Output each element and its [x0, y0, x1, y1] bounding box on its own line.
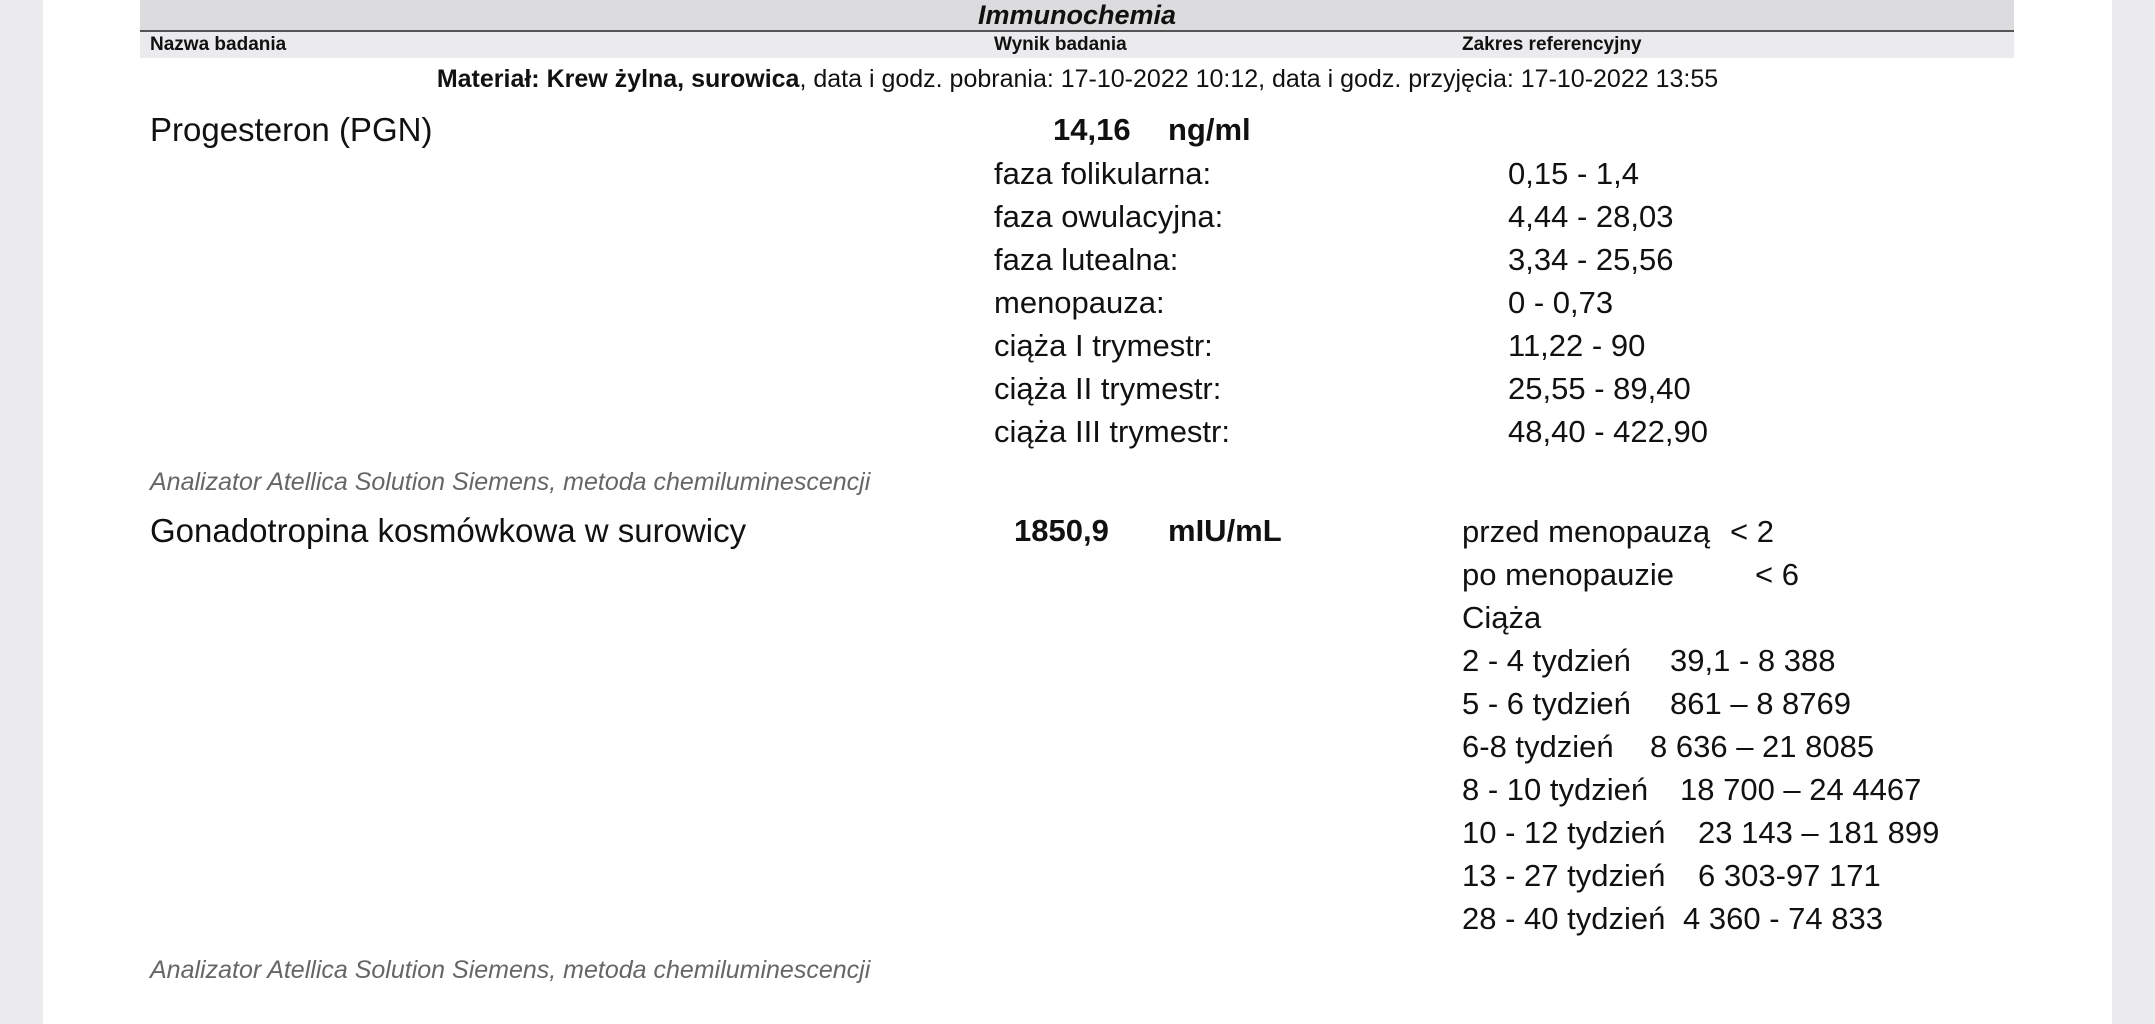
result-unit-progesteron: ng/ml [1168, 112, 1251, 147]
ref-label: przed menopauzą [1462, 514, 1711, 549]
column-header-reference: Zakres referencyjny [1462, 34, 1642, 55]
ref-label: 6-8 tydzień [1462, 729, 1614, 764]
ref-label: ciąża III trymestr: [994, 414, 1230, 449]
result-unit-hcg: mIU/mL [1168, 513, 1282, 548]
ref-label: faza owulacyjna: [994, 199, 1224, 234]
ref-value: 0 - 0,73 [1508, 285, 1614, 320]
section-title: Immunochemia [977, 0, 1177, 30]
ref-value: 11,22 - 90 [1508, 328, 1646, 363]
ref-label: ciąża II trymestr: [994, 371, 1222, 406]
ref-label: Ciąża [1462, 600, 1542, 635]
test-name-hcg: Gonadotropina kosmówkowa w surowicy [150, 512, 747, 549]
ref-label: faza lutealna: [994, 242, 1179, 277]
ref-value: 0,15 - 1,4 [1508, 156, 1639, 191]
method-note-hcg: Analizator Atellica Solution Siemens, metoda chemiluminescencji [150, 956, 871, 984]
report-sheet [43, 0, 2112, 1024]
ref-label: menopauza: [994, 285, 1165, 320]
test-name-progesteron: Progesteron (PGN) [150, 111, 433, 148]
column-header-result: Wynik badania [994, 34, 1127, 55]
ref-label: 13 - 27 tydzień [1462, 858, 1666, 893]
ref-label: ciąża I trymestr: [994, 328, 1213, 363]
ref-label: 8 - 10 tydzień [1462, 772, 1649, 807]
ref-value: 25,55 - 89,40 [1508, 371, 1691, 406]
ref-value: 3,34 - 25,56 [1508, 242, 1674, 277]
method-note-progesteron: Analizator Atellica Solution Siemens, metoda chemiluminescencji [150, 468, 871, 496]
ref-value: < 6 [1755, 557, 1799, 592]
ref-label: 10 - 12 tydzień [1462, 815, 1666, 850]
ref-value: 48,40 - 422,90 [1508, 414, 1708, 449]
material-info [43, 62, 2112, 96]
ref-value: < 2 [1730, 514, 1774, 549]
ref-value: 18 700 – 24 4467 [1680, 772, 1922, 807]
result-value-progesteron: 14,16 [1053, 112, 1131, 147]
ref-value: 6 303-97 171 [1698, 858, 1881, 893]
section-header [140, 0, 2014, 32]
ref-label: 5 - 6 tydzień [1462, 686, 1631, 721]
ref-value: 4,44 - 28,03 [1508, 199, 1674, 234]
ref-label: 28 - 40 tydzień [1462, 901, 1666, 936]
ref-label: faza folikularna: [994, 156, 1212, 191]
material-label: Materiał: Krew żylna, surowica [436, 65, 800, 93]
result-value-hcg: 1850,9 [1014, 513, 1109, 548]
ref-value: 23 143 – 181 899 [1698, 815, 1940, 850]
ref-value: 39,1 - 8 388 [1670, 643, 1836, 678]
ref-value: 8 636 – 21 8085 [1650, 729, 1875, 764]
ref-label: 2 - 4 tydzień [1462, 643, 1631, 678]
column-header-name: Nazwa badania [150, 34, 287, 55]
ref-value: 861 – 8 8769 [1670, 686, 1852, 721]
ref-label: po menopauzie [1462, 557, 1674, 592]
material-details: , data i godz. pobrania: 17-10-2022 10:12, data i godz. przyjęcia: 17-10-2022 13:55 [799, 65, 1719, 93]
ref-value: 4 360 - 74 833 [1683, 901, 1883, 936]
